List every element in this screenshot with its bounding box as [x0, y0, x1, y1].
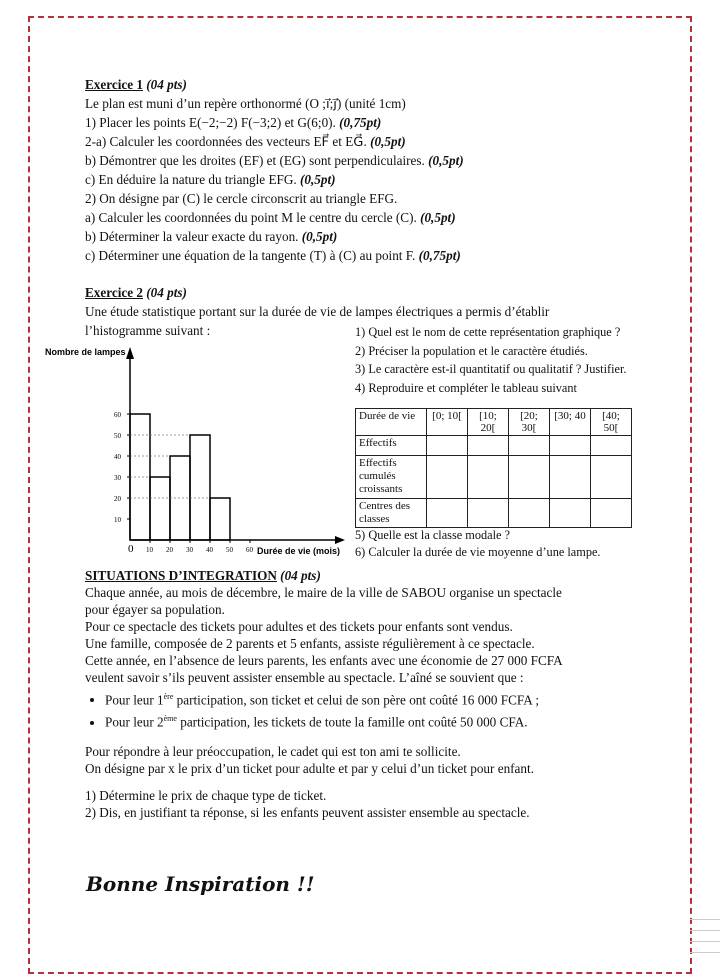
x-tick-label: 60 — [246, 546, 253, 554]
ex1-q1: 1) Placer les points E(−2;−2) F(−3;2) et G(6;0). — [85, 115, 336, 130]
ex2-q5: 5) Quelle est la classe modale ? — [355, 528, 511, 542]
x-tick-label: 50 — [226, 546, 233, 554]
y-tick-label: 40 — [114, 453, 121, 461]
x-tick-label: 30 — [186, 546, 193, 554]
row-label-ecc: Effectifs cumulés croissants — [356, 456, 427, 499]
row-label-effectifs: Effectifs — [356, 436, 427, 456]
ex1-q3: 2) On désigne par (C) le cercle circonscrit au triangle EFG. — [85, 191, 398, 206]
ex1-q2a-points: (0,5pt) — [370, 134, 406, 149]
integration-situation — [85, 567, 685, 821]
table-interval-4: [30; 40 — [550, 409, 591, 436]
situ-p2: pour égayer sa population. — [85, 602, 225, 617]
y-axis-arrow — [126, 347, 134, 359]
table-header-label: Durée de vie — [356, 409, 427, 436]
ex2-q4: 4) Reproduire et compléter le tableau suivant — [355, 380, 577, 395]
situ-q2: 2) Dis, en justifiant ta réponse, si les enfants peuvent assister ensemble au spectacle. — [85, 804, 530, 820]
ex1-q3c-points: (0,75pt) — [418, 248, 461, 263]
closing-message: Bonne Inspiration !! — [86, 872, 315, 896]
ex2-final-questions — [355, 527, 601, 561]
page-corner-lines — [690, 919, 720, 979]
ex1-q2b: b) Démontrer que les droites (EF) et (EG) sont perpendiculaires. — [85, 153, 425, 168]
situ-p7: Pour répondre à leur préoccupation, le cadet qui est ton ami te sollicite. — [85, 743, 461, 759]
table-row — [356, 499, 632, 528]
ex1-q1-points: (0,75pt) — [339, 115, 382, 130]
x-axis-arrow — [335, 536, 345, 544]
ex2-q3: 3) Le caractère est-il quantitatif ou qualitatif ? Justifier. — [355, 362, 627, 376]
ex1-q2c: c) En déduire la nature du triangle EFG. — [85, 172, 297, 187]
histogram-bar — [150, 477, 170, 540]
histogram-bar — [190, 435, 210, 540]
ex1-q3b: b) Déterminer la valeur exacte du rayon. — [85, 229, 299, 244]
ex2-q6: 6) Calculer la durée de vie moyenne d’une lampe. — [355, 545, 601, 559]
frequency-table — [355, 408, 632, 528]
origin-label: 0 — [128, 543, 134, 555]
y-tick-label: 30 — [114, 474, 121, 482]
bullet-1-post: participation, son ticket et celui de son père ont coûté 16 000 FCFA ; — [173, 692, 540, 708]
ex2-title: Exercice 2 — [85, 285, 143, 300]
bullet-2-post: participation, les tickets de toute la famille ont coûté 50 000 CFA. — [176, 714, 528, 730]
ex1-intro: Le plan est muni d’un repère orthonormé (O ;i⃗;j⃗) (unité 1cm) — [85, 96, 406, 111]
y-tick-label: 20 — [114, 495, 121, 503]
x-axis-label: Durée de vie (mois) — [257, 546, 341, 556]
situ-p8: On désigne par x le prix d’un ticket pour adulte et par y celui d’un ticket pour enfant. — [85, 760, 534, 776]
ex2-points: (04 pts) — [146, 285, 187, 300]
histogram-bar — [210, 498, 230, 540]
ex1-q3a: a) Calculer les coordonnées du point M le centre du cercle (C). — [85, 210, 417, 225]
situ-q1: 1) Détermine le prix de chaque type de ticket. — [85, 787, 327, 803]
table-interval-2: [10; 20[ — [468, 409, 509, 436]
row-label-centres: Centres des classes — [356, 499, 427, 528]
bullet-2-pre: Pour leur 2 — [105, 714, 164, 730]
situ-p3: Pour ce spectacle des tickets pour adultes et des tickets pour enfants sont vendus. — [85, 619, 513, 634]
x-tick-label: 10 — [146, 546, 153, 554]
table-row — [356, 456, 632, 499]
bullet-1-sup: ère — [163, 692, 174, 701]
exercise-1 — [85, 75, 685, 340]
ex1-title: Exercice 1 — [85, 77, 143, 92]
x-tick-label: 20 — [166, 546, 173, 554]
table-row — [356, 436, 632, 456]
ex1-points: (04 pts) — [146, 77, 187, 92]
y-tick-label: 50 — [114, 432, 121, 440]
ex1-q3a-points: (0,5pt) — [420, 210, 456, 225]
table-interval-1: [0; 10[ — [427, 409, 468, 436]
situ-title: SITUATIONS D’INTEGRATION — [85, 568, 277, 583]
ex2-intro-1: Une étude statistique portant sur la durée de vie de lampes électriques a permis d’établir — [85, 304, 550, 319]
situ-p6: veulent savoir s’ils peuvent assister ensemble au spectacle. L’aîné se souvient que : — [85, 670, 524, 685]
situ-p5: Cette année, en l’absence de leurs parents, les enfants avec une économie de 27 000 FCFA — [85, 653, 563, 668]
situ-p4: Une famille, composée de 2 parents et 5 enfants, assiste régulièrement à ce spectacle. — [85, 636, 535, 651]
bullet-1-pre: Pour leur 1 — [105, 692, 164, 708]
y-tick-label: 10 — [114, 516, 121, 524]
ex2-intro-2: l’histogramme suivant : — [85, 323, 211, 338]
situ-bullets — [85, 688, 685, 731]
histogram-chart — [40, 345, 345, 560]
ex1-q2b-points: (0,5pt) — [428, 153, 464, 168]
list-item — [105, 710, 685, 730]
ex2-questions — [355, 323, 675, 397]
table-interval-5: [40; 50[ — [591, 409, 632, 436]
situ-p1: Chaque année, au mois de décembre, le maire de la ville de SABOU organise un spectacle — [85, 585, 562, 600]
ex1-q3b-points: (0,5pt) — [301, 229, 338, 244]
x-tick-label: 40 — [206, 546, 213, 554]
ex1-q2c-points: (0,5pt) — [299, 172, 336, 187]
y-tick-label: 60 — [114, 411, 121, 419]
situ-points: (04 pts) — [280, 568, 321, 583]
list-item — [105, 688, 685, 708]
bullet-2-sup: ème — [163, 714, 177, 724]
ex2-q2: 2) Préciser la population et le caractère étudiés. — [355, 343, 588, 358]
y-axis-label: Nombre de lampes — [45, 347, 126, 357]
ex1-q2a: 2-a) Calculer les coordonnées des vecteurs EF⃗ et EG⃗. — [85, 134, 367, 149]
ex1-q3c: c) Déterminer une équation de la tangente (T) à (C) au point F. — [85, 248, 416, 263]
table-interval-3: [20; 30[ — [509, 409, 550, 436]
ex2-q1: 1) Quel est le nom de cette représentation graphique ? — [355, 325, 621, 339]
